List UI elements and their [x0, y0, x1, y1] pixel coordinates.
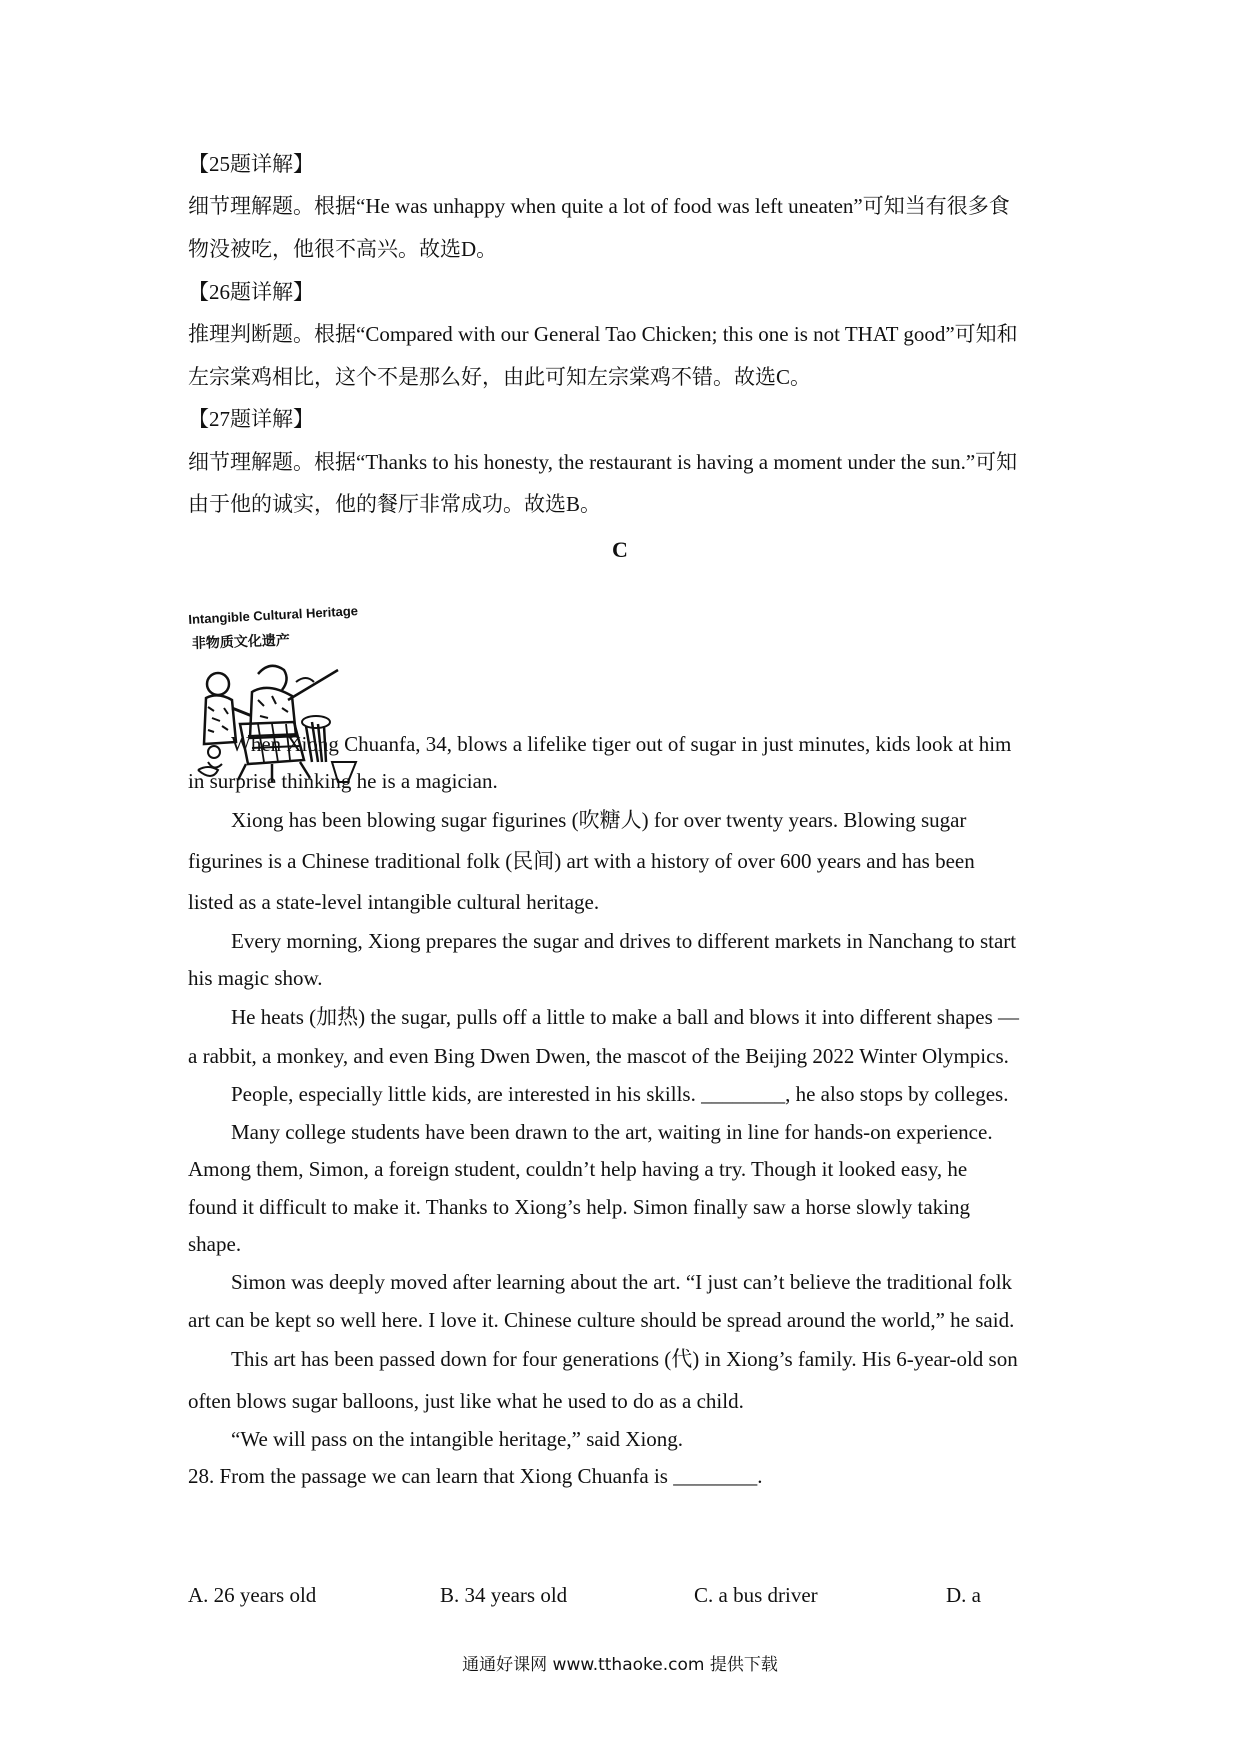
passage-line: listed as a state-level intangible cultural heritage.: [188, 890, 600, 914]
passage-line: Many college students have been drawn to the art, waiting in line for hands-on experience.: [231, 1120, 993, 1144]
passage-line: People, especially little kids, are interested in his skills. ________, he also stops by colleges.: [231, 1082, 1009, 1106]
passage-line: often blows sugar balloons, just like what he used to do as a child.: [188, 1389, 744, 1413]
explanation-heading-27: 【27题详解】: [188, 407, 314, 431]
illustration-caption-cn: 非物质文化遗产: [191, 632, 291, 652]
explanation-line: 细节理解题。根据“He was unhappy when quite a lot of food was left uneaten”可知当有很多食: [188, 194, 1010, 218]
explanation-line: 推理判断题。根据“Compared with our General Tao Chicken; this one is not THAT good”可知和: [188, 322, 1018, 346]
passage-line: Simon was deeply moved after learning about the art. “I just can’t believe the traditional folk: [231, 1270, 1013, 1294]
passage-line: Among them, Simon, a foreign student, couldn’t help having a try. Though it looked easy, he: [188, 1157, 968, 1181]
page-footer: 通通好课网 www.tthaoke.com 提供下载: [462, 1655, 778, 1675]
passage-line: Xiong has been blowing sugar figurines (吹糖人) for over twenty years. Blowing sugar: [231, 808, 967, 832]
passage-line: Every morning, Xiong prepares the sugar and drives to different markets in Nanchang to start: [231, 929, 1017, 953]
passage-line: found it difficult to make it. Thanks to Xiong’s help. Simon finally saw a horse slowly taking: [188, 1195, 970, 1219]
question-stem: 28. From the passage we can learn that Xiong Chuanfa is ________.: [188, 1464, 763, 1488]
option-d[interactable]: D. a: [946, 1583, 981, 1607]
explanation-heading-26: 【26题详解】: [188, 280, 314, 304]
sugar-blowing-drawing: [188, 612, 368, 788]
passage-line: He heats (加热) the sugar, pulls off a little to make a ball and blows it into different shapes —: [231, 1005, 1020, 1029]
passage-line: a rabbit, a monkey, and even Bing Dwen Dwen, the mascot of the Beijing 2022 Winter Olympics.: [188, 1044, 1009, 1068]
explanation-line: 左宗棠鸡相比，这个不是那么好，由此可知左宗棠鸡不错。故选C。: [188, 365, 812, 389]
passage-line: When Xiong Chuanfa, 34, blows a lifelike tiger out of sugar in just minutes, kids look at him: [231, 732, 1012, 756]
passage-line: figurines is a Chinese traditional folk (民间) art with a history of over 600 years and has been: [188, 849, 975, 873]
explanation-heading-25: 【25题详解】: [188, 152, 314, 176]
option-a[interactable]: A. 26 years old: [188, 1583, 317, 1607]
option-b[interactable]: B. 34 years old: [440, 1583, 568, 1607]
explanation-line: 由于他的诚实，他的餐厅非常成功。故选B。: [188, 492, 602, 516]
explanation-line: 细节理解题。根据“Thanks to his honesty, the restaurant is having a moment under the sun.”可知: [188, 450, 1018, 474]
heritage-illustration: [188, 603, 368, 788]
passage-line: his magic show.: [188, 966, 323, 990]
passage-line: in surprise thinking he is a magician.: [188, 769, 498, 793]
option-c[interactable]: C. a bus driver: [694, 1583, 818, 1607]
passage-line: shape.: [188, 1232, 242, 1256]
section-letter: C: [612, 537, 628, 562]
illustration-caption-en: Intangible Cultural Heritage: [188, 603, 359, 627]
passage-line: This art has been passed down for four generations (代) in Xiong’s family. His 6-year-old son: [231, 1347, 1018, 1371]
explanation-line: 物没被吃，他很不高兴。故选D。: [188, 237, 498, 261]
passage-line: “We will pass on the intangible heritage,” said Xiong.: [231, 1427, 684, 1451]
passage-line: art can be kept so well here. I love it. Chinese culture should be spread around the world,” he said.: [188, 1308, 1015, 1332]
